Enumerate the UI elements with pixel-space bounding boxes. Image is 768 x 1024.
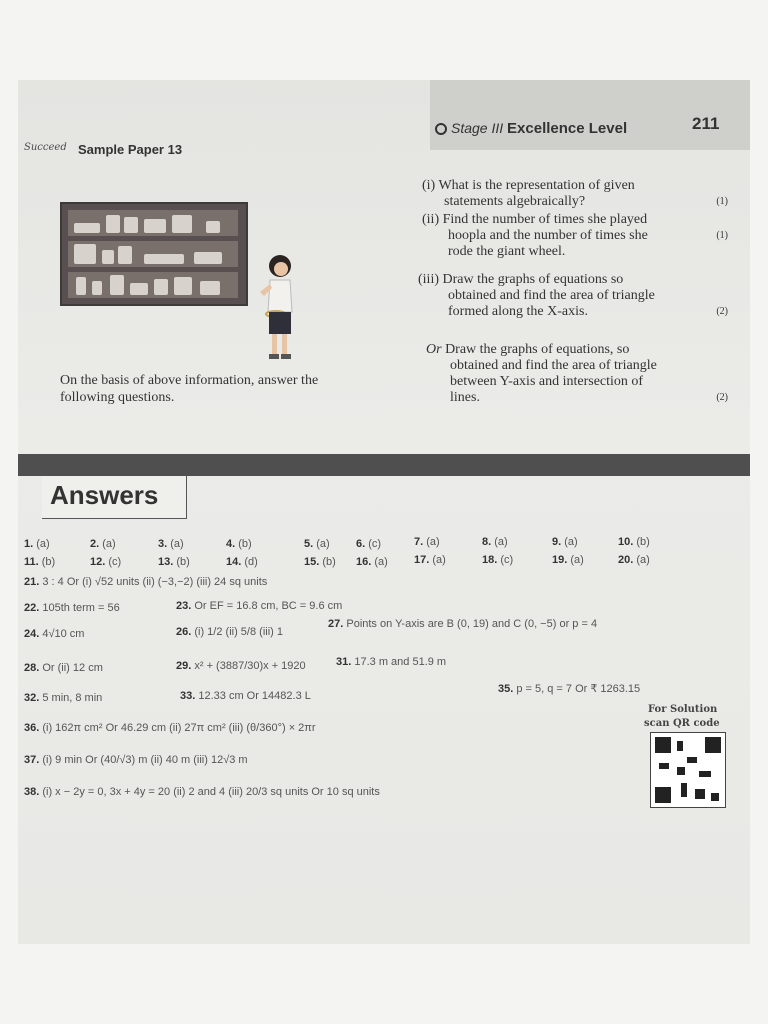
answer-value: (c) [105, 556, 122, 568]
mcq-answer [304, 538, 330, 550]
shelf-row [68, 272, 238, 298]
question-iii [418, 272, 728, 320]
answer-32 [24, 692, 102, 704]
mcq-answer [552, 554, 584, 566]
answer-29 [176, 660, 306, 672]
marks: (1) [716, 196, 728, 207]
answer-number: 17. [414, 554, 430, 566]
question-line: hoopla and the number of times she [448, 228, 648, 243]
answer-number: 19. [552, 554, 568, 566]
mcq-answer [90, 538, 116, 550]
mcq-answer [482, 536, 508, 548]
book-page [18, 80, 750, 944]
solution-instruction: scan QR code [644, 718, 720, 729]
answer-number: 38. [24, 786, 40, 798]
girl-illustration [254, 252, 304, 364]
paper-title: Sample Paper 13 [78, 142, 183, 157]
answer-value: 3 : 4 Or (i) √52 units (ii) (−3,−2) (iii) 24 sq units [42, 576, 268, 588]
answer-37 [24, 754, 248, 766]
marks: (2) [716, 306, 728, 317]
question-line: obtained and find the area of triangle [448, 288, 655, 303]
answer-number: 32. [24, 692, 40, 704]
mcq-answer [304, 556, 336, 568]
answer-number: 14. [226, 556, 242, 568]
question-line: statements algebraically? [444, 194, 586, 209]
answer-26 [176, 626, 283, 638]
mcq-answer [482, 554, 513, 566]
mcq-answer [226, 538, 252, 550]
answer-value: Or (ii) 12 cm [42, 662, 103, 674]
answer-number: 3. [158, 538, 168, 550]
answer-value: (a) [633, 554, 650, 566]
mcq-answer [226, 556, 258, 568]
answer-31 [336, 656, 446, 668]
answer-number: 35. [498, 683, 514, 695]
mcq-answer [24, 538, 50, 550]
intro-text: On the basis of above information, answer the following questions. [60, 373, 319, 405]
answer-value: (c) [497, 554, 514, 566]
toy-shelf-illustration [60, 202, 248, 306]
answer-value: (b) [633, 536, 650, 548]
shelf-row [68, 210, 238, 236]
answer-number: 33. [180, 690, 196, 702]
mcq-answer [158, 556, 190, 568]
answer-value: (a) [33, 538, 50, 550]
brand-logo: Succeed [24, 142, 67, 153]
answer-number: 21. [24, 576, 40, 588]
answer-number: 1. [24, 538, 34, 550]
answer-value: p = 5, q = 7 Or ₹ 1263.15 [516, 683, 641, 695]
mcq-answer [414, 554, 446, 566]
qr-code-icon[interactable] [650, 732, 726, 808]
answer-value: (i) x − 2y = 0, 3x + 4y = 20 (ii) 2 and 4 (iii) 20/3 sq units Or 10 sq units [42, 786, 380, 798]
answer-value: Or EF = 16.8 cm, BC = 9.6 cm [194, 600, 343, 612]
mcq-answer [618, 536, 650, 548]
question-i [422, 178, 728, 210]
answer-number: 37. [24, 754, 40, 766]
answer-value: (a) [99, 538, 116, 550]
question-line: lines. [450, 390, 480, 405]
answer-number: 6. [356, 538, 366, 550]
answer-number: 5. [304, 538, 314, 550]
circle-bullet-icon [435, 123, 447, 135]
question-number: (ii) [422, 212, 440, 227]
shelf-row [68, 241, 238, 267]
answer-value: 12.33 cm Or 14482.3 L [198, 690, 311, 702]
answer-value: (a) [567, 554, 584, 566]
answer-number: 18. [482, 554, 498, 566]
answer-number: 20. [618, 554, 634, 566]
mcq-answer [618, 554, 650, 566]
marks: (1) [716, 230, 728, 241]
question-line: between Y-axis and intersection of [450, 374, 644, 389]
marks: (2) [716, 392, 728, 403]
answer-value: (b) [235, 538, 252, 550]
answer-22 [24, 602, 120, 614]
answer-value: (i) 9 min Or (40/√3) m (ii) 40 m (iii) 12√3 m [42, 754, 248, 766]
answer-number: 24. [24, 628, 40, 640]
question-number: Or [426, 342, 442, 357]
answer-value: (a) [313, 538, 330, 550]
question-or [426, 342, 728, 406]
question-line: obtained and find the area of triangle [450, 358, 657, 373]
answer-35 [498, 682, 640, 695]
mcq-answer [90, 556, 121, 568]
answer-number: 7. [414, 536, 424, 548]
answer-value: 5 min, 8 min [42, 692, 103, 704]
stage-level: Excellence Level [507, 120, 628, 137]
answer-number: 12. [90, 556, 106, 568]
answer-number: 2. [90, 538, 100, 550]
answer-value: (a) [561, 536, 578, 548]
answer-value: (a) [429, 554, 446, 566]
answer-value: (b) [173, 556, 190, 568]
answer-value: 105th term = 56 [42, 602, 120, 614]
mcq-answer [414, 536, 440, 548]
mcq-answer [24, 556, 55, 568]
stage-label [435, 120, 627, 137]
answer-value: (a) [423, 536, 440, 548]
answer-number: 27. [328, 618, 344, 630]
answer-value: x² + (3887/30)x + 1920 [194, 660, 306, 672]
answer-33 [180, 690, 311, 702]
answer-36 [24, 722, 316, 734]
answer-value: 4√10 cm [42, 628, 85, 640]
mcq-answer [356, 556, 388, 568]
question-ii [422, 212, 728, 260]
answers-title: Answers [50, 480, 159, 510]
answer-number: 11. [24, 556, 39, 568]
question-line: What is the representation of given [438, 178, 635, 193]
answer-number: 29. [176, 660, 192, 672]
question-line: Find the number of times she played [442, 212, 648, 227]
question-line: Draw the graphs of equations so [442, 272, 624, 287]
answer-23 [176, 600, 342, 612]
answer-value: (a) [371, 556, 388, 568]
answer-value: (b) [38, 556, 56, 568]
answer-38 [24, 786, 380, 798]
answer-number: 10. [618, 536, 634, 548]
answer-number: 23. [176, 600, 192, 612]
mcq-answer [552, 536, 578, 548]
answer-21 [24, 576, 267, 588]
answer-27 [328, 618, 597, 630]
answer-number: 9. [552, 536, 562, 548]
answer-number: 4. [226, 538, 236, 550]
answer-24 [24, 628, 84, 640]
answer-value: (i) 1/2 (ii) 5/8 (iii) 1 [194, 626, 283, 638]
stage-number: Stage III [451, 120, 504, 136]
answer-value: 17.3 m and 51.9 m [354, 656, 447, 668]
question-line: Draw the graphs of equations, so [445, 342, 630, 357]
solution-label: For Solution [648, 704, 718, 715]
answer-value: (c) [365, 538, 382, 550]
answer-number: 8. [482, 536, 492, 548]
answer-value: (d) [241, 556, 258, 568]
answer-number: 31. [336, 656, 352, 668]
answer-number: 22. [24, 602, 40, 614]
answer-value: (i) 162π cm² Or 46.29 cm (ii) 27π cm² (iii) (θ/360°) × 2πr [42, 722, 316, 734]
mcq-answer [158, 538, 184, 550]
question-number: (iii) [418, 272, 439, 287]
page-number: 211 [692, 114, 720, 133]
question-line: formed along the X-axis. [448, 304, 588, 319]
answer-value: (b) [319, 556, 336, 568]
answers-band [18, 454, 750, 476]
answer-number: 15. [304, 556, 320, 568]
answer-number: 16. [356, 556, 372, 568]
question-line: rode the giant wheel. [448, 244, 566, 259]
answer-value: (a) [491, 536, 508, 548]
answer-number: 13. [158, 556, 174, 568]
question-number: (i) [422, 178, 436, 193]
answer-number: 28. [24, 662, 40, 674]
answer-value: Points on Y-axis are B (0, 19) and C (0, −5) or p = 4 [346, 618, 598, 630]
answer-number: 36. [24, 722, 40, 734]
answer-number: 26. [176, 626, 192, 638]
mcq-answer [356, 538, 381, 550]
answer-value: (a) [167, 538, 184, 550]
answer-28 [24, 662, 103, 674]
